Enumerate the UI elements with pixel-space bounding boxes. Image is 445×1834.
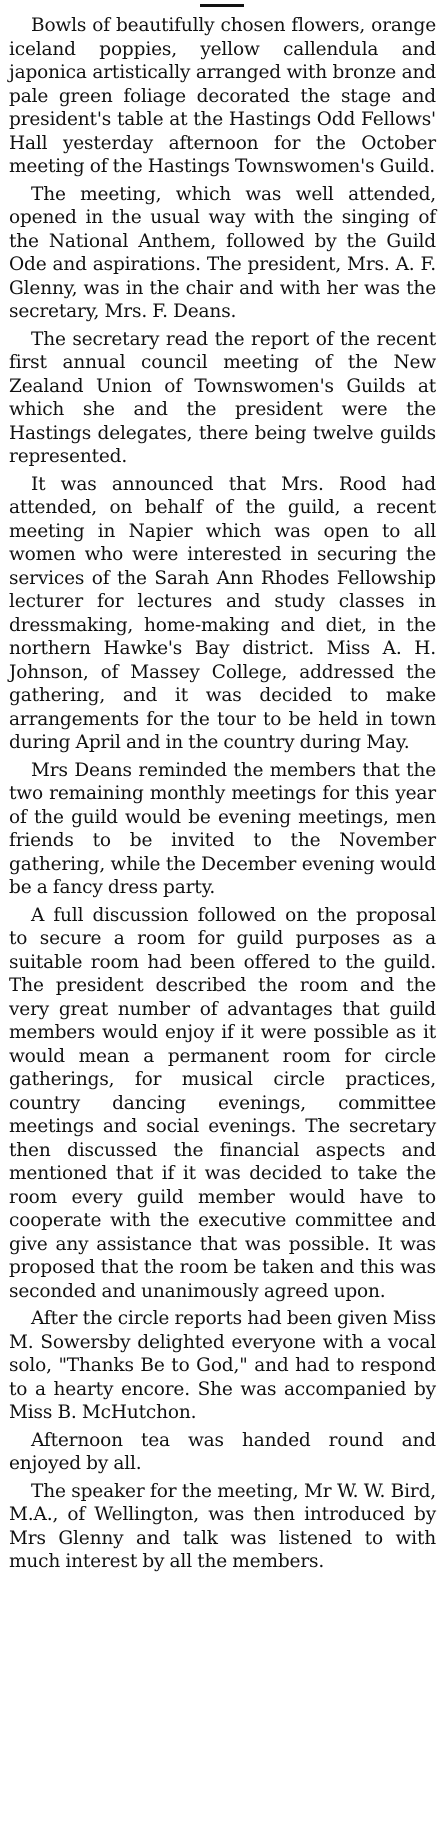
article-paragraph-napier-meeting: It was announced that Mrs. Rood had attended, on behalf of the guild, a recent meeting in Napier which was open to all women who were interested in securing the services of the Sarah Ann Rhodes Fellowship lecturer for lectures and study classes in dressmaking, home-making and diet, in the northern Hawke's Bay district. Miss A. H. Johnson, of Massey College, addressed the gathering, and it was decided to make arrangements for the tour to be held in town during April and in the country during May. <box>9 473 436 753</box>
article-body <box>9 14 436 1574</box>
article-paragraph-flowers: Bowls of beautifully chosen flowers, orange iceland poppies, yellow callendula and japonica artistically arranged with bronze and pale green foliage decorated the stage and president's table at the Hastings Odd Fellows' Hall yesterday afternoon for the October meeting of the Hastings Townswomen's Guild. <box>9 15 436 177</box>
article-paragraph-speaker: The speaker for the meeting, Mr W. W. Bird, M.A., of Wellington, was then introduced by Mrs Glenny and talk was listened to with much interest by all the members. <box>9 1480 436 1572</box>
article-paragraph-afternoon-tea: Afternoon tea was handed round and enjoyed by all. <box>9 1429 436 1474</box>
article-paragraph-guild-room: A full discussion followed on the proposal to secure a room for guild purposes as a suitable room had been offered to the guild. The president described the room and the very great number of advantages that guild members would enjoy if it were possible as it would mean a permanent room for circle gatherings, for musical circle practices, country dancing evenings, committee meetings and social evenings. The secretary then discussed the financial aspects and mentioned that if it was decided to take the room every guild member would have to cooperate with the executive committee and give any assistance that was possible. It was proposed that the room be taken and this was seconded and unanimously agreed upon. <box>9 904 436 1302</box>
column-separator-rule <box>200 4 244 7</box>
article-paragraph-council-report: The secretary read the report of the recent first annual council meeting of the New Zealand Union of Townswomen's Guilds at which she and the president were the Hastings delegates, there being twelve guilds represented. <box>9 328 436 467</box>
article-paragraph-evening-meetings: Mrs Deans reminded the members that the two remaining monthly meetings for this year of the guild would be evening meetings, men friends to be invited to the November gathering, while the December evening would be a fancy dress party. <box>9 759 436 898</box>
article-paragraph-meeting-opening: The meeting, which was well attended, opened in the usual way with the singing of the National Anthem, followed by the Guild Ode and aspirations. The president, Mrs. A. F. Glenny, was in the chair and with her was the secretary, Mrs. F. Deans. <box>9 183 436 322</box>
article-paragraph-vocal-solo: After the circle reports had been given Miss M. Sowersby delighted everyone with a vocal solo, "Thanks Be to God," and had to respond to a hearty encore. She was accompanied by Miss B. McHutchon. <box>9 1308 436 1423</box>
